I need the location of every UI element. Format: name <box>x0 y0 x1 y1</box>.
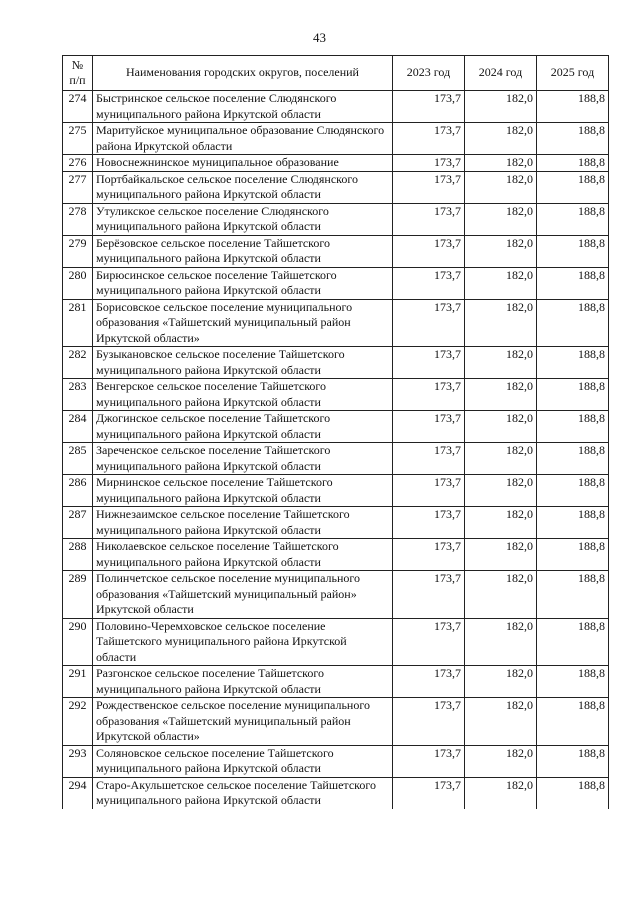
settlement-name-cell: Утуликское сельское поселение Слюдянского муниципального района Иркутской области <box>93 203 393 235</box>
table-row <box>63 91 609 123</box>
table-header <box>63 56 609 91</box>
row-number-cell: 279 <box>63 235 93 267</box>
value-2025-cell: 188,8 <box>537 443 609 475</box>
row-number-cell: 280 <box>63 267 93 299</box>
value-2023-cell: 173,7 <box>393 123 465 155</box>
value-2023-cell: 173,7 <box>393 299 465 347</box>
table-row <box>63 745 609 777</box>
table-body <box>63 91 609 809</box>
value-2025-cell: 188,8 <box>537 171 609 203</box>
settlement-name-cell: Маритуйское муниципальное образование Слюдянского района Иркутской области <box>93 123 393 155</box>
value-2023-cell: 173,7 <box>393 171 465 203</box>
value-2025-cell: 188,8 <box>537 123 609 155</box>
value-2024-cell: 182,0 <box>465 123 537 155</box>
value-2024-cell: 182,0 <box>465 91 537 123</box>
table-row <box>63 539 609 571</box>
header-name: Наименования городских округов, поселений <box>93 56 393 91</box>
value-2023-cell: 173,7 <box>393 507 465 539</box>
value-2025-cell: 188,8 <box>537 698 609 746</box>
value-2023-cell: 173,7 <box>393 203 465 235</box>
value-2024-cell: 182,0 <box>465 507 537 539</box>
settlement-name-cell: Мирнинское сельское поселение Тайшетского муниципального района Иркутской области <box>93 475 393 507</box>
value-2025-cell: 188,8 <box>537 347 609 379</box>
value-2024-cell: 182,0 <box>465 745 537 777</box>
table-row <box>63 299 609 347</box>
row-number-cell: 294 <box>63 777 93 809</box>
settlement-name-cell: Соляновское сельское поселение Тайшетского муниципального района Иркутской области <box>93 745 393 777</box>
value-2023-cell: 173,7 <box>393 347 465 379</box>
value-2024-cell: 182,0 <box>465 203 537 235</box>
row-number-cell: 283 <box>63 379 93 411</box>
row-number-cell: 277 <box>63 171 93 203</box>
value-2025-cell: 188,8 <box>537 91 609 123</box>
table-row <box>63 411 609 443</box>
row-number-cell: 291 <box>63 666 93 698</box>
table-row <box>63 379 609 411</box>
row-number-cell: 292 <box>63 698 93 746</box>
table-row <box>63 777 609 809</box>
value-2025-cell: 188,8 <box>537 267 609 299</box>
settlement-name-cell: Николаевское сельское поселение Тайшетского муниципального района Иркутской области <box>93 539 393 571</box>
settlement-name-cell: Борисовское сельское поселение муниципального образования «Тайшетский муниципальный район Иркутской области» <box>93 299 393 347</box>
row-number-cell: 288 <box>63 539 93 571</box>
value-2024-cell: 182,0 <box>465 539 537 571</box>
value-2023-cell: 173,7 <box>393 235 465 267</box>
settlement-name-cell: Бирюсинское сельское поселение Тайшетского муниципального района Иркутской области <box>93 267 393 299</box>
value-2025-cell: 188,8 <box>537 411 609 443</box>
budget-table <box>62 55 609 809</box>
value-2024-cell: 182,0 <box>465 171 537 203</box>
table-row <box>63 618 609 666</box>
row-number-cell: 281 <box>63 299 93 347</box>
value-2025-cell: 188,8 <box>537 379 609 411</box>
value-2024-cell: 182,0 <box>465 379 537 411</box>
row-number-cell: 284 <box>63 411 93 443</box>
value-2024-cell: 182,0 <box>465 666 537 698</box>
value-2024-cell: 182,0 <box>465 411 537 443</box>
row-number-cell: 286 <box>63 475 93 507</box>
value-2023-cell: 173,7 <box>393 698 465 746</box>
value-2023-cell: 173,7 <box>393 155 465 172</box>
value-2025-cell: 188,8 <box>537 299 609 347</box>
value-2024-cell: 182,0 <box>465 155 537 172</box>
settlement-name-cell: Новоснежнинское муниципальное образование <box>93 155 393 172</box>
value-2024-cell: 182,0 <box>465 698 537 746</box>
value-2025-cell: 188,8 <box>537 666 609 698</box>
value-2024-cell: 182,0 <box>465 571 537 619</box>
settlement-name-cell: Зареченское сельское поселение Тайшетского муниципального района Иркутской области <box>93 443 393 475</box>
table-row <box>63 203 609 235</box>
value-2023-cell: 173,7 <box>393 571 465 619</box>
row-number-cell: 293 <box>63 745 93 777</box>
header-2025: 2025 год <box>537 56 609 91</box>
value-2025-cell: 188,8 <box>537 155 609 172</box>
value-2023-cell: 173,7 <box>393 411 465 443</box>
value-2023-cell: 173,7 <box>393 666 465 698</box>
value-2023-cell: 173,7 <box>393 618 465 666</box>
value-2025-cell: 188,8 <box>537 618 609 666</box>
settlement-name-cell: Рождественское сельское поселение муниципального образования «Тайшетский муниципальный район Иркутской области» <box>93 698 393 746</box>
row-number-cell: 276 <box>63 155 93 172</box>
settlement-name-cell: Берёзовское сельское поселение Тайшетского муниципального района Иркутской области <box>93 235 393 267</box>
page-number: 43 <box>313 30 326 45</box>
table-row <box>63 475 609 507</box>
value-2025-cell: 188,8 <box>537 745 609 777</box>
header-2024: 2024 год <box>465 56 537 91</box>
value-2025-cell: 188,8 <box>537 507 609 539</box>
settlement-name-cell: Портбайкальское сельское поселение Слюдянского муниципального района Иркутской области <box>93 171 393 203</box>
value-2023-cell: 173,7 <box>393 777 465 809</box>
value-2025-cell: 188,8 <box>537 571 609 619</box>
row-number-cell: 275 <box>63 123 93 155</box>
value-2024-cell: 182,0 <box>465 347 537 379</box>
table-row <box>63 666 609 698</box>
value-2024-cell: 182,0 <box>465 475 537 507</box>
value-2023-cell: 173,7 <box>393 475 465 507</box>
value-2023-cell: 173,7 <box>393 91 465 123</box>
header-2023: 2023 год <box>393 56 465 91</box>
row-number-cell: 278 <box>63 203 93 235</box>
table-row <box>63 347 609 379</box>
value-2024-cell: 182,0 <box>465 443 537 475</box>
table-row <box>63 698 609 746</box>
value-2023-cell: 173,7 <box>393 539 465 571</box>
table-row <box>63 155 609 172</box>
table-row <box>63 571 609 619</box>
value-2024-cell: 182,0 <box>465 299 537 347</box>
settlement-name-cell: Джогинское сельское поселение Тайшетского муниципального района Иркутской области <box>93 411 393 443</box>
settlement-name-cell: Половино-Черемховское сельское поселение Тайшетского муниципального района Иркутской области <box>93 618 393 666</box>
value-2024-cell: 182,0 <box>465 267 537 299</box>
value-2025-cell: 188,8 <box>537 203 609 235</box>
row-number-cell: 282 <box>63 347 93 379</box>
value-2023-cell: 173,7 <box>393 443 465 475</box>
value-2025-cell: 188,8 <box>537 777 609 809</box>
table-row <box>63 443 609 475</box>
settlement-name-cell: Венгерское сельское поселение Тайшетского муниципального района Иркутской области <box>93 379 393 411</box>
value-2024-cell: 182,0 <box>465 777 537 809</box>
table-row <box>63 171 609 203</box>
value-2025-cell: 188,8 <box>537 539 609 571</box>
value-2023-cell: 173,7 <box>393 745 465 777</box>
value-2025-cell: 188,8 <box>537 235 609 267</box>
table-row <box>63 235 609 267</box>
header-num: № п/п <box>63 56 93 91</box>
row-number-cell: 289 <box>63 571 93 619</box>
row-number-cell: 287 <box>63 507 93 539</box>
settlement-name-cell: Разгонское сельское поселение Тайшетского муниципального района Иркутской области <box>93 666 393 698</box>
value-2024-cell: 182,0 <box>465 618 537 666</box>
row-number-cell: 274 <box>63 91 93 123</box>
value-2024-cell: 182,0 <box>465 235 537 267</box>
value-2023-cell: 173,7 <box>393 267 465 299</box>
settlement-name-cell: Бузыкановское сельское поселение Тайшетского муниципального района Иркутской области <box>93 347 393 379</box>
settlement-name-cell: Быстринское сельское поселение Слюдянского муниципального района Иркутской области <box>93 91 393 123</box>
value-2025-cell: 188,8 <box>537 475 609 507</box>
settlement-name-cell: Старо-Акульшетское сельское поселение Тайшетского муниципального района Иркутской области <box>93 777 393 809</box>
settlement-name-cell: Нижнезаимское сельское поселение Тайшетского муниципального района Иркутской области <box>93 507 393 539</box>
table-row <box>63 123 609 155</box>
value-2023-cell: 173,7 <box>393 379 465 411</box>
settlement-name-cell: Полинчетское сельское поселение муниципального образования «Тайшетский муниципальный район» Иркутской области <box>93 571 393 619</box>
row-number-cell: 290 <box>63 618 93 666</box>
table-row <box>63 507 609 539</box>
row-number-cell: 285 <box>63 443 93 475</box>
table-row <box>63 267 609 299</box>
